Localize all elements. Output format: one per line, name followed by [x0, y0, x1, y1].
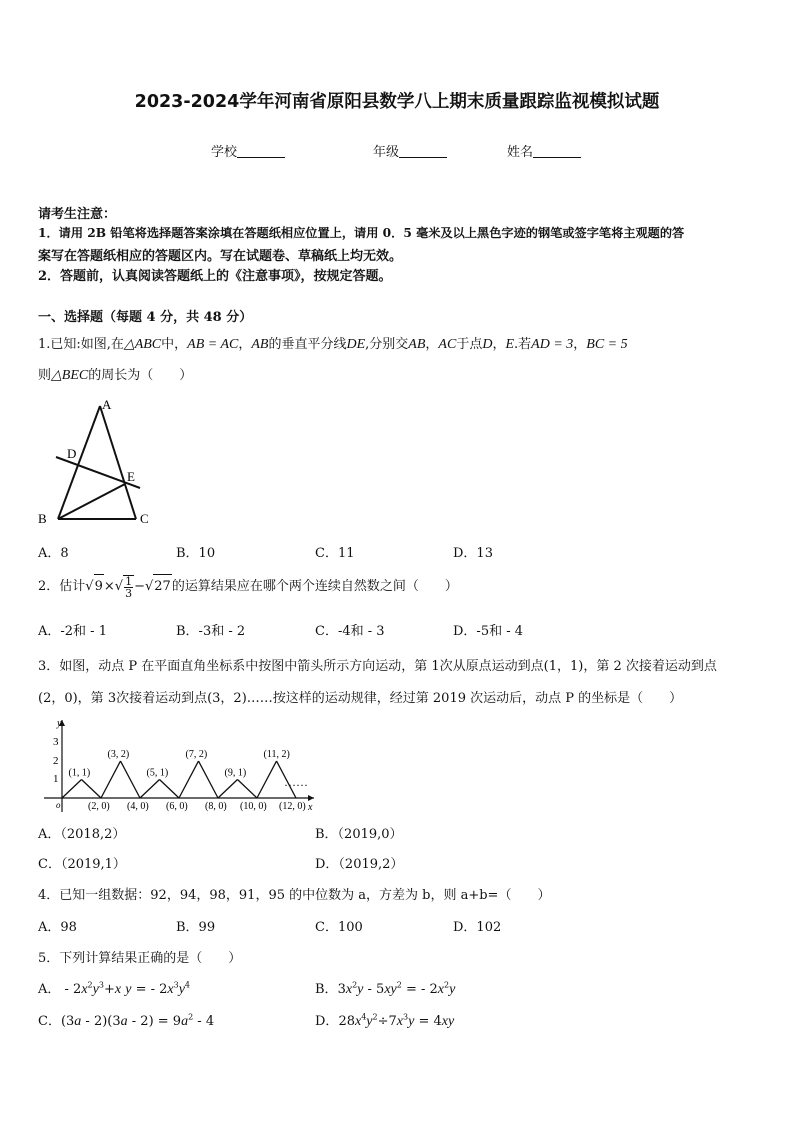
q1-text: ，: [425, 337, 439, 352]
q1-text-line1: [38, 333, 628, 353]
q1-math: AC: [438, 337, 457, 352]
q1-math: AB: [408, 337, 426, 352]
notice-line-3: 2．答题前，认真阅读答题纸上的《注意事项》，按规定答题。: [38, 269, 392, 284]
x-axis-arrow-icon: [308, 795, 314, 801]
q4-option-a[interactable]: A．98: [38, 920, 77, 935]
path-segment: [179, 761, 199, 798]
q1-text: 的垂直平分线: [268, 337, 347, 352]
q1-option-a[interactable]: A．8: [38, 546, 69, 561]
point-label: (12, 0): [279, 801, 306, 812]
label-a: A: [102, 397, 112, 412]
q1-math: △BEC: [51, 368, 89, 383]
q1-text: 1.已知:如图,在: [38, 337, 124, 352]
path-segment: [238, 780, 258, 799]
notice-heading: 请考生注意：: [38, 207, 117, 222]
q2-option-d[interactable]: D．-5和 - 4: [453, 624, 524, 639]
q5-option-d-expr: $28x^4y^2\div 7x^3y = 4xy$: [338, 1012, 455, 1029]
q1-option-d[interactable]: D．13: [453, 546, 493, 561]
point-label: (5, 1): [146, 767, 169, 779]
school-field: [211, 141, 285, 160]
name-blank: [533, 145, 581, 158]
point-label: (3, 2): [107, 749, 130, 760]
q2-frac-num: 1: [125, 574, 133, 588]
q3-coordinate-graph: [36, 716, 326, 816]
q3-option-a[interactable]: A．（2018,2）: [38, 827, 126, 842]
x-axis-label: x: [308, 802, 313, 813]
q5-option-c[interactable]: [38, 1010, 214, 1030]
q2-times: ×: [103, 579, 115, 594]
y-tick-2: 2: [53, 755, 59, 767]
label-d: D: [67, 446, 77, 461]
q5-option-c-label: C．: [38, 1014, 61, 1029]
y-tick-3: 3: [53, 736, 59, 748]
q2-sqrt-9: √9: [85, 579, 104, 594]
label-c: C: [140, 511, 149, 526]
notice-line-2: 案写在答题纸相应的答题区内。写在试题卷、草稿纸上均无效。: [38, 249, 403, 264]
q2-frac-den: 3: [125, 586, 133, 600]
q2-radicand: 27: [153, 574, 172, 599]
q2-minus: −: [134, 579, 145, 594]
point-label: (10, 0): [240, 801, 267, 812]
grade-blank: [399, 145, 447, 158]
q5-option-a-label: A．: [38, 982, 61, 997]
point-label: (1, 1): [68, 767, 91, 779]
q1-math: BC = 5: [586, 337, 628, 352]
school-blank: [237, 145, 285, 158]
point-label: (9, 1): [224, 767, 247, 779]
q2-option-b[interactable]: B．-3和 - 2: [176, 624, 246, 639]
point-label: (4, 0): [127, 801, 149, 812]
q2-radicand: 9: [94, 574, 104, 599]
page-title: 2023-2024学年河南省原阳县数学八上期末质量跟踪监视模拟试题: [134, 92, 660, 112]
y-tick-1: 1: [53, 773, 59, 785]
q1-math: AB = AC: [187, 337, 239, 352]
q2-sqrt-frac: √ $\frac{1}{3}$: [114, 574, 133, 600]
path-segment: [257, 761, 277, 798]
path-segment: [199, 761, 219, 798]
q3-option-d[interactable]: D．（2019,2）: [315, 857, 404, 872]
y-axis-label: y: [57, 718, 62, 729]
q5-text: 5．下列计算结果正确的是（ ）: [38, 951, 242, 966]
q5-option-b-expr: $3x^2y - 5xy^2$ = - $2x^2y$: [337, 980, 456, 997]
name-field: [507, 141, 581, 160]
q1-option-c[interactable]: C．11: [315, 546, 355, 561]
q1-math: E: [505, 337, 515, 352]
point-label: (11, 2): [263, 749, 290, 760]
q5-option-d[interactable]: [315, 1010, 454, 1030]
q2-option-c[interactable]: C．-4和 - 3: [315, 624, 385, 639]
q5-option-d-label: D．: [315, 1014, 339, 1029]
q3-text-line2: (2，0)，第 3次接着运动到点(3，2)……按这样的运动规律，经过第 2019 次运动后，动点 P 的坐标是（ ）: [38, 691, 683, 706]
q1-text: ，: [573, 337, 587, 352]
q1-option-b[interactable]: B．10: [176, 546, 216, 561]
q3-zigzag-path: [62, 761, 296, 798]
q3-text-line1: 3．如图，动点 P 在平面直角坐标系中按图中箭头所示方向运动，第 1次从原点运动到点(1，1)，第 2 次接着运动到点: [38, 659, 717, 674]
name-label: 姓名: [507, 145, 534, 160]
edge-ab: [58, 406, 100, 519]
edge-ac: [100, 406, 136, 519]
q2-text-pre: 2．估计: [38, 579, 86, 594]
q2-text: [38, 574, 458, 599]
q5-option-c-expr: $(3a - 2)(3a - 2) = 9a^2 - 4$: [60, 1012, 215, 1029]
q1-text: 中，: [161, 337, 188, 352]
q1-text: 的周长为（ ）: [88, 368, 193, 383]
q2-sqrt-27: √27: [145, 579, 172, 594]
point-label: (2, 0): [88, 801, 110, 812]
q1-math: AD = 3: [531, 337, 574, 352]
school-label: 学校: [211, 145, 238, 160]
path-segment: [160, 780, 180, 799]
path-segment: [218, 780, 238, 799]
path-segment: [140, 780, 160, 799]
q3-ellipsis: ……: [284, 775, 308, 789]
q1-text: 于点: [456, 337, 483, 352]
q1-text: 则: [38, 368, 52, 383]
q1-triangle-figure: [30, 392, 170, 532]
grade-field: [373, 141, 447, 160]
label-b: B: [38, 511, 47, 526]
q1-text: ，: [238, 337, 252, 352]
point-label: (6, 0): [166, 801, 188, 812]
q2-option-a[interactable]: A．-2和 - 1: [38, 624, 107, 639]
q3-option-b[interactable]: B．（2019,0）: [315, 827, 403, 842]
q1-text: ，: [492, 337, 506, 352]
grade-label: 年级: [373, 145, 400, 160]
q1-math: AB: [251, 337, 269, 352]
q4-option-d[interactable]: D．102: [453, 920, 502, 935]
origin-label: o: [56, 800, 61, 810]
q5-option-b[interactable]: [315, 978, 455, 998]
section-heading: 一、选择题（每题 4 分，共 48 分）: [38, 310, 253, 325]
q1-math: DE: [346, 337, 366, 352]
q1-text: .若: [514, 337, 532, 352]
q4-text: 4．已知一组数据：92，94，98，91，95 的中位数为 a，方差为 b，则 a+b=（ ）: [38, 888, 551, 903]
path-segment: [101, 761, 121, 798]
q5-option-a[interactable]: [38, 978, 190, 998]
notice-line-1: 1．请用 2B 铅笔将选择题答案涂填在答题纸相应位置上，请用 0．5 毫米及以上黑色字迹的钢笔或签字笔将主观题的答: [38, 226, 685, 240]
q1-math: △ABC: [123, 337, 162, 352]
label-e: E: [127, 469, 135, 484]
q3-point-labels: [69, 749, 306, 812]
q4-option-c[interactable]: C．100: [315, 920, 363, 935]
path-segment: [121, 761, 141, 798]
point-label: (7, 2): [185, 749, 208, 760]
q3-option-c[interactable]: C．（2019,1）: [38, 857, 126, 872]
q5-option-b-label: B．: [315, 982, 338, 997]
q2-text-post: 的运算结果应在哪个两个连续自然数之间（ ）: [171, 579, 458, 594]
path-segment: [82, 780, 102, 799]
path-segment: [62, 780, 82, 799]
q1-text: ,分别交: [365, 337, 409, 352]
q1-text-line2: [38, 364, 192, 384]
q5-option-a-expr: - $2x^2y^3+x$ y = - $2x^3y^4$: [60, 980, 191, 997]
q4-option-b[interactable]: B．99: [176, 920, 216, 935]
point-label: (8, 0): [205, 801, 227, 812]
q1-math: D: [482, 337, 493, 352]
